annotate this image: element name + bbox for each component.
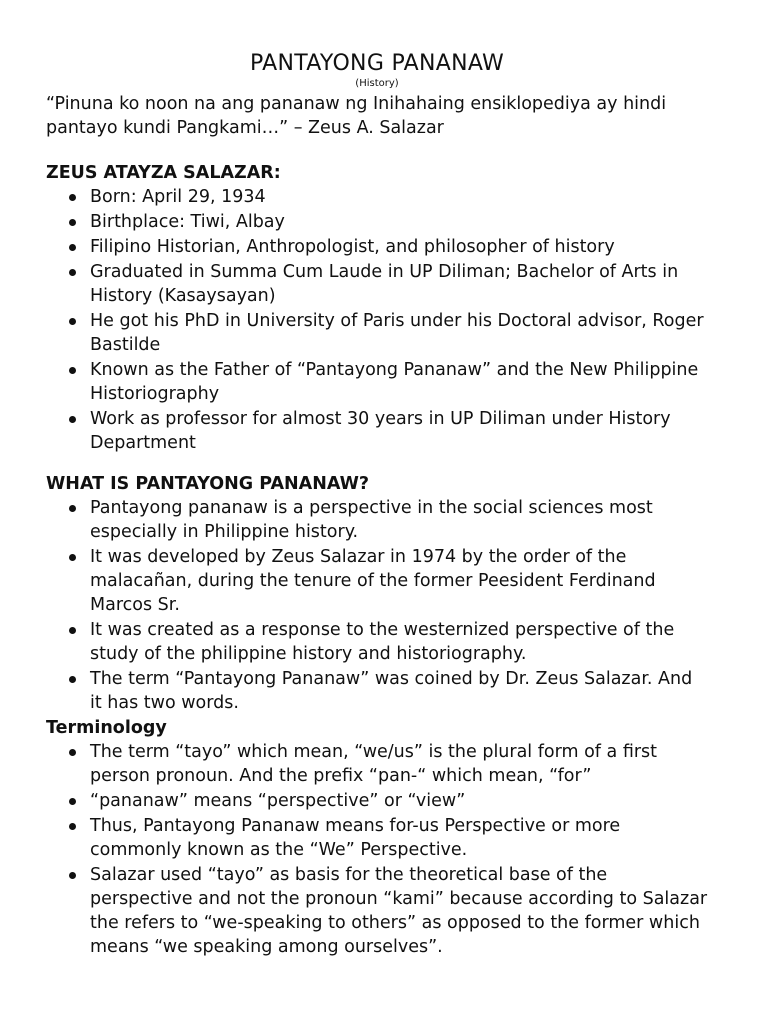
bullet-icon xyxy=(69,244,76,251)
list-item xyxy=(46,358,708,406)
list-item xyxy=(46,407,708,455)
list-item xyxy=(46,309,708,357)
bullet-icon xyxy=(69,194,76,201)
list-item-text: Graduated in Summa Cum Laude in UP Diliman; Bachelor of Arts in History (Kasaysayan) xyxy=(90,262,679,306)
list-item-text: The term “tayo” which mean, “we/us” is the plural form of a first person pronoun. And the prefix “pan-“ which mean, “for” xyxy=(90,742,658,786)
bullet-icon xyxy=(69,798,76,805)
list-item-text: Known as the Father of “Pantayong Pananaw” and the New Philippine Historiography xyxy=(90,360,699,404)
opening-quote: “Pinuna ko noon na ang pananaw ng Inihahaing ensiklopediya ay hindi pantayo kundi Pangkami…” – Zeus A. Salazar xyxy=(46,94,667,138)
list-item xyxy=(46,814,708,862)
list-item-text: Birthplace: Tiwi, Albay xyxy=(90,212,285,232)
bullet-icon xyxy=(69,505,76,512)
bullet-icon xyxy=(69,554,76,561)
section-heading-terminology: Terminology xyxy=(46,718,167,738)
list-item-text: It was created as a response to the westernized perspective of the study of the philippine history and historiography. xyxy=(90,620,675,664)
bullet-icon xyxy=(69,318,76,325)
list-item-text: He got his PhD in University of Paris under his Doctoral advisor, Roger Bastilde xyxy=(90,311,704,355)
bullet-icon xyxy=(69,627,76,634)
list-item xyxy=(46,545,708,617)
page-subtitle: (History) xyxy=(355,78,399,89)
list-item-text: Born: April 29, 1934 xyxy=(90,187,266,207)
bullet-icon xyxy=(69,872,76,879)
section-heading-what-is: WHAT IS PANTAYONG PANANAW? xyxy=(46,474,370,494)
bullet-icon xyxy=(69,367,76,374)
terminology-bullet-list xyxy=(46,740,708,959)
bullet-icon xyxy=(69,676,76,683)
list-item xyxy=(46,496,708,544)
list-item xyxy=(46,260,708,308)
list-item-text: “pananaw” means “perspective” or “view” xyxy=(90,791,466,811)
list-item xyxy=(46,667,708,715)
bullet-icon xyxy=(69,219,76,226)
bullet-icon xyxy=(69,823,76,830)
section-heading-salazar: ZEUS ATAYZA SALAZAR: xyxy=(46,163,281,183)
list-item xyxy=(46,185,708,209)
list-item xyxy=(46,740,708,788)
bullet-icon xyxy=(69,749,76,756)
list-item-text: Filipino Historian, Anthropologist, and philosopher of history xyxy=(90,237,615,257)
bullet-icon xyxy=(69,269,76,276)
list-item xyxy=(46,618,708,666)
list-item-text: It was developed by Zeus Salazar in 1974 by the order of the malacañan, during the tenure of the former Peesident Ferdinand Marcos Sr. xyxy=(90,547,656,615)
list-item xyxy=(46,210,708,234)
page-title: PANTAYONG PANANAW xyxy=(249,51,505,76)
what-is-bullet-list xyxy=(46,496,708,715)
list-item-text: Salazar used “tayo” as basis for the theoretical base of the perspective and not the pronoun “kami” because according to Salazar the refers to “we-speaking to others” as opposed to the former which means “we speaking among ourselves”. xyxy=(90,865,708,957)
list-item-text: The term “Pantayong Pananaw” was coined by Dr. Zeus Salazar. And it has two words. xyxy=(90,669,693,713)
list-item xyxy=(46,863,708,959)
list-item xyxy=(46,789,708,813)
list-item-text: Pantayong pananaw is a perspective in the social sciences most especially in Philippine history. xyxy=(90,498,653,542)
list-item xyxy=(46,235,708,259)
salazar-bullet-list xyxy=(46,185,708,455)
list-item-text: Work as professor for almost 30 years in UP Diliman under History Department xyxy=(90,409,671,453)
list-item-text: Thus, Pantayong Pananaw means for-us Perspective or more commonly known as the “We” Perspective. xyxy=(90,816,621,860)
bullet-icon xyxy=(69,416,76,423)
